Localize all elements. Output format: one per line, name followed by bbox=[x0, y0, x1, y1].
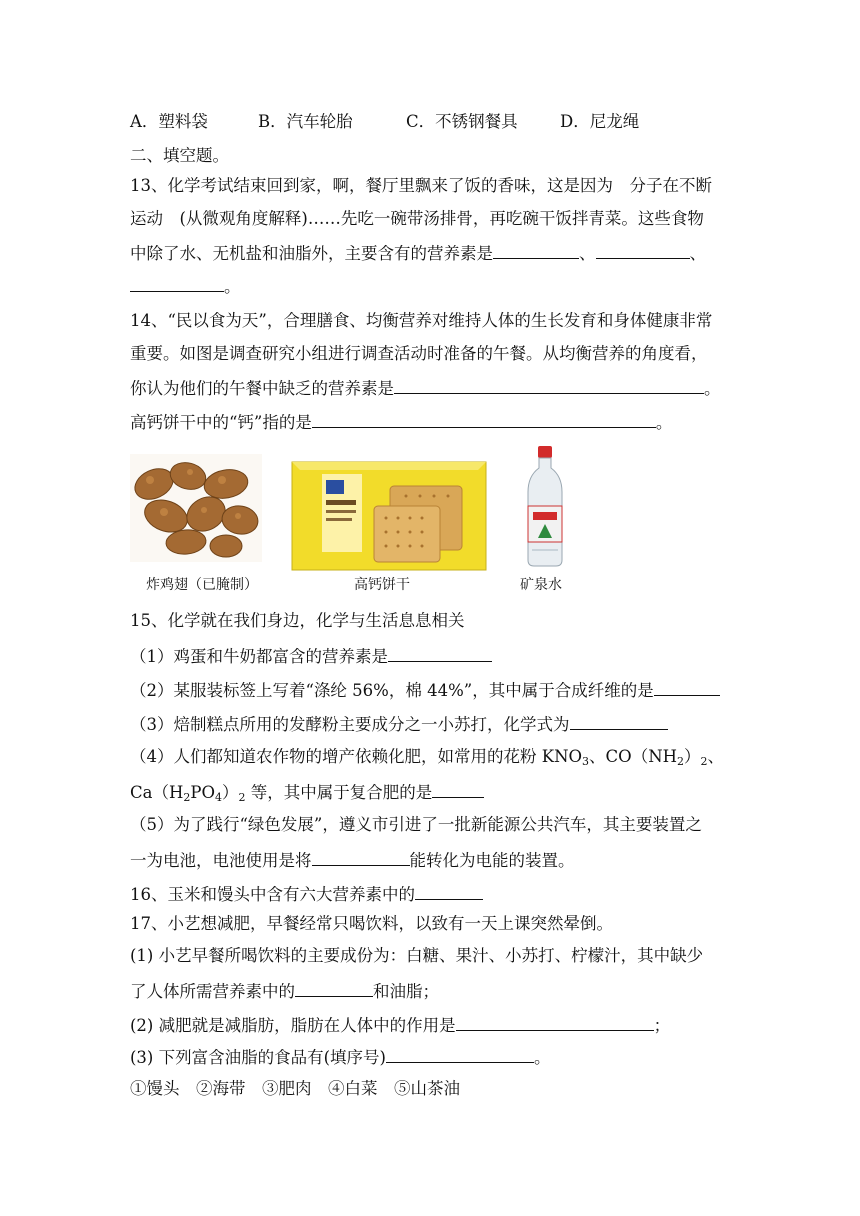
water-bottle-image bbox=[524, 446, 566, 568]
q17-blank-1[interactable] bbox=[295, 978, 373, 997]
q15-part5-line1: （5）为了践行“绿色发展”，遵义市引进了一批新能源公共汽车，其主要装置之 bbox=[130, 815, 702, 834]
q15-blank-2[interactable] bbox=[654, 677, 720, 696]
q15-p4-text-g: 、 bbox=[707, 747, 725, 766]
q17-part3 bbox=[130, 1044, 551, 1070]
q13-end: 。 bbox=[224, 277, 241, 296]
q13-blank-3[interactable] bbox=[130, 273, 224, 292]
biscuit-box-image bbox=[290, 460, 488, 572]
q13-blank-1[interactable] bbox=[493, 240, 579, 259]
q15-p4-text-n: 等，其中属于复合肥的是 bbox=[245, 783, 433, 802]
q15-part5-line2 bbox=[130, 847, 575, 873]
q14-line3 bbox=[130, 375, 721, 401]
option-c: C．不锈钢餐具 bbox=[406, 112, 518, 131]
q15-part2-text: （2）某服装标签上写着“涤纶 56%，棉 44%”，其中属于合成纤维的是 bbox=[130, 681, 654, 700]
q15-p4-text-e: ） bbox=[684, 747, 701, 766]
q15-blank-3[interactable] bbox=[570, 711, 668, 730]
q15-p4-sub-f: 2 bbox=[700, 755, 708, 768]
q14-blank-1[interactable] bbox=[394, 375, 704, 394]
q16-blank[interactable] bbox=[415, 881, 483, 900]
q17-p1-text-b: 了人体所需营养素中的 bbox=[130, 982, 295, 1001]
q14-line1: 14、“民以食为天”，合理膳食、均衡营养对维持人体的生长发育和身体健康非常 bbox=[130, 311, 713, 330]
q14-line2: 重要。如图是调查研究小组进行调查活动时准备的午餐。从均衡营养的角度看， bbox=[130, 344, 708, 363]
q13-sep-2: 、 bbox=[689, 244, 706, 263]
lunch-figures bbox=[130, 446, 600, 596]
q13-line1: 13、化学考试结束回到家，啊，餐厅里飘来了饭的香味，这是因为 分子在不断 bbox=[130, 176, 712, 195]
q15-blank-1[interactable] bbox=[388, 643, 492, 662]
q17-part2 bbox=[130, 1012, 670, 1038]
q17-blank-3[interactable] bbox=[386, 1044, 534, 1063]
option-a: A．塑料袋 bbox=[130, 112, 208, 131]
q13-line2: 运动 (从微观角度解释)……先吃一碗带汤排骨，再吃碗干饭拌青菜。这些食物 bbox=[130, 209, 704, 228]
q13-sep-1: 、 bbox=[579, 244, 596, 263]
q15-p4-sub-i: 2 bbox=[183, 791, 191, 804]
q15-blank-4[interactable] bbox=[432, 779, 484, 798]
q14-line4-text: 高钙饼干中的“钙”指的是 bbox=[130, 413, 312, 432]
caption-chicken: 炸鸡翅（已腌制） bbox=[146, 577, 258, 593]
option-b: B．汽车轮胎 bbox=[258, 112, 353, 131]
q15-part1 bbox=[130, 643, 492, 669]
q13-line4 bbox=[130, 273, 241, 299]
q17-p2-end: ； bbox=[653, 1016, 671, 1035]
q17-choices: ①馒头 ②海带 ③肥肉 ④白菜 ⑤山茶油 bbox=[130, 1079, 460, 1098]
q15-title: 15、化学就在我们身边，化学与生活息息相关 bbox=[130, 611, 465, 630]
q17-blank-2[interactable] bbox=[456, 1012, 654, 1031]
q17-p3-end: 。 bbox=[534, 1048, 551, 1067]
q15-p4-text-l: ） bbox=[222, 783, 239, 802]
q15-p4-sub-m: 2 bbox=[238, 791, 246, 804]
q13-line3 bbox=[130, 240, 706, 266]
q15-p4-text-a: （4）人们都知道农作物的增产依赖化肥，如常用的花粉 KNO bbox=[130, 747, 583, 766]
option-d: D．尼龙绳 bbox=[560, 112, 640, 131]
q14-line3-end: 。 bbox=[704, 379, 721, 398]
q15-part4-line2 bbox=[130, 779, 484, 810]
q15-p5-text-c: 能转化为电能的装置。 bbox=[409, 851, 575, 870]
q15-part3-text: （3）焙制糕点所用的发酵粉主要成分之一小苏打，化学式为 bbox=[130, 715, 570, 734]
q15-part1-text: （1）鸡蛋和牛奶都富含的营养素是 bbox=[130, 647, 388, 666]
q13-blank-2[interactable] bbox=[596, 240, 690, 259]
q14-line3-text: 你认为他们的午餐中缺乏的营养素是 bbox=[130, 379, 394, 398]
caption-water: 矿泉水 bbox=[520, 577, 562, 593]
q15-p4-sub-k: 4 bbox=[215, 791, 222, 804]
q17-part1-line2 bbox=[130, 978, 439, 1004]
fried-chicken-image bbox=[130, 454, 262, 562]
q17-title: 17、小艺想减肥，早餐经常只喝饮料，以致有一天上课突然晕倒。 bbox=[130, 914, 613, 933]
section-title: 二、填空题。 bbox=[130, 146, 229, 165]
q15-p4-text-h: Ca（H bbox=[130, 783, 184, 802]
q15-p4-text-j: PO bbox=[190, 783, 215, 802]
q15-p4-text-c: 、CO（NH bbox=[589, 747, 678, 766]
q12-options bbox=[130, 110, 639, 134]
q15-part2 bbox=[130, 677, 720, 703]
q15-part4-line1 bbox=[130, 745, 724, 774]
q15-p5-text-b: 一为电池，电池使用是将 bbox=[130, 851, 312, 870]
q17-p1-text-c: 和油脂； bbox=[373, 982, 439, 1001]
q17-p2-text: (2) 减肥就是减脂肪，脂肪在人体中的作用是 bbox=[130, 1016, 456, 1035]
caption-biscuit: 高钙饼干 bbox=[354, 577, 410, 593]
q17-part1-line1: (1) 小艺早餐所喝饮料的主要成份为：白糖、果汁、小苏打、柠檬汁，其中缺少 bbox=[130, 946, 704, 965]
q14-line4-end: 。 bbox=[655, 413, 673, 432]
q15-p4-sub-d: 2 bbox=[677, 755, 685, 768]
q14-line4 bbox=[130, 409, 672, 435]
q16-text: 16、玉米和馒头中含有六大营养素中的 bbox=[130, 885, 415, 904]
q15-part3 bbox=[130, 711, 668, 737]
q16-line bbox=[130, 881, 483, 907]
q17-p3-text: (3) 下列富含油脂的食品有(填序号) bbox=[130, 1048, 386, 1067]
q13-line3-text: 中除了水、无机盐和油脂外，主要含有的营养素是 bbox=[130, 244, 493, 263]
q15-blank-5[interactable] bbox=[312, 847, 410, 866]
q14-blank-2[interactable] bbox=[312, 409, 656, 428]
q15-p4-sub-a: 3 bbox=[582, 755, 590, 768]
